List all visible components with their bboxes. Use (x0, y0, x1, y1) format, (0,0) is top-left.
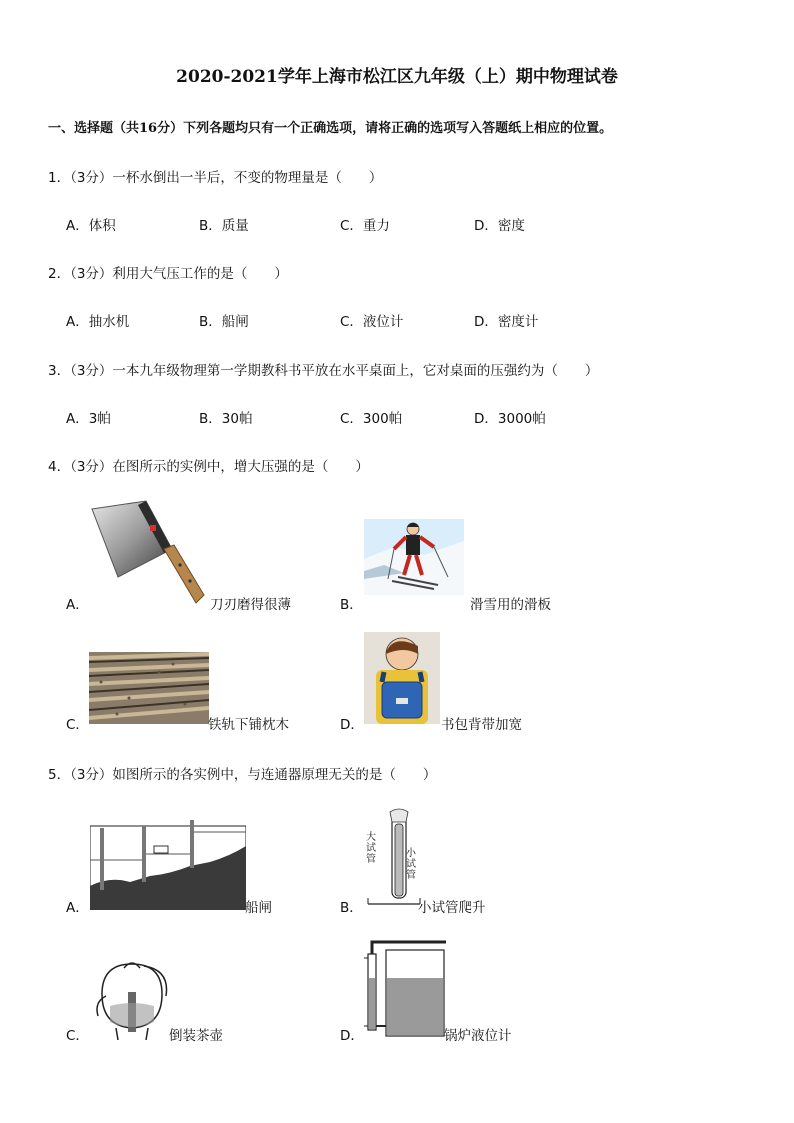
q4-option-b-letter[interactable]: B． (340, 597, 363, 613)
knife-image (88, 497, 210, 609)
q3-option-d[interactable]: D．3000帕 (474, 411, 546, 427)
skier-image (364, 519, 464, 595)
q2-option-a[interactable]: A．抽水机 (66, 314, 130, 330)
q4-option-a-letter[interactable]: A． (66, 597, 89, 613)
section-heading: 一、选择题（共16分）下列各题均只有一个正确选项，请将正确的选项写入答题纸上相应的位置。 (48, 121, 613, 136)
question-2-stem: 2．（3分）利用大气压工作的是（ ） (48, 266, 288, 282)
q2-option-d[interactable]: D．密度计 (474, 314, 539, 330)
railway-image (89, 652, 209, 724)
q5-option-c-label: 倒装茶壶 (169, 1028, 223, 1044)
question-5-stem: 5．（3分）如图所示的各实例中，与连通器原理无关的是（ ） (48, 767, 437, 783)
small-tube-caption: 小试管 (406, 848, 416, 881)
page-title: 2020-2021学年上海市松江区九年级（上）期中物理试卷 (176, 67, 618, 87)
backpack-image (364, 632, 440, 724)
q1-option-d[interactable]: D．密度 (474, 218, 525, 234)
q1-option-b[interactable]: B．质量 (199, 218, 249, 234)
q5-option-b-label: 小试管爬升 (418, 900, 486, 916)
q2-option-c[interactable]: C．液位计 (340, 314, 404, 330)
q5-option-b-letter[interactable]: B． (340, 900, 363, 916)
q5-option-c-letter[interactable]: C． (66, 1028, 89, 1044)
question-4-stem: 4．（3分）在图所示的实例中，增大压强的是（ ） (48, 459, 369, 475)
q3-option-b[interactable]: B．30帕 (199, 411, 253, 427)
teapot-diagram (92, 956, 170, 1040)
q2-option-b[interactable]: B．船闸 (199, 314, 249, 330)
q4-option-a-label: 刀刃磨得很薄 (210, 597, 291, 613)
q4-option-c-label: 铁轨下铺枕木 (208, 717, 289, 733)
q1-option-c[interactable]: C．重力 (340, 218, 390, 234)
q4-option-d-label: 书包背带加宽 (441, 717, 522, 733)
q5-option-d-label: 锅炉液位计 (444, 1028, 512, 1044)
big-tube-caption: 大试管 (366, 832, 376, 865)
q5-option-a-label: 船闸 (245, 900, 272, 916)
question-1-stem: 1．（3分）一杯水倒出一半后，不变的物理量是（ ） (48, 170, 383, 186)
q5-option-a-letter[interactable]: A． (66, 900, 89, 916)
question-3-stem: 3．（3分）一本九年级物理第一学期教科书平放在水平桌面上，它对桌面的压强约为（ ） (48, 363, 599, 379)
q4-option-c-letter[interactable]: C． (66, 717, 89, 733)
q4-option-b-label: 滑雪用的滑板 (470, 597, 551, 613)
q4-option-d-letter[interactable]: D． (340, 717, 364, 733)
q3-option-c[interactable]: C．300帕 (340, 411, 403, 427)
ship-lock-diagram (90, 816, 246, 910)
q5-option-d-letter[interactable]: D． (340, 1028, 364, 1044)
boiler-gauge-diagram (364, 936, 448, 1038)
q3-option-a[interactable]: A．3帕 (66, 411, 111, 427)
q1-option-a[interactable]: A．体积 (66, 218, 116, 234)
